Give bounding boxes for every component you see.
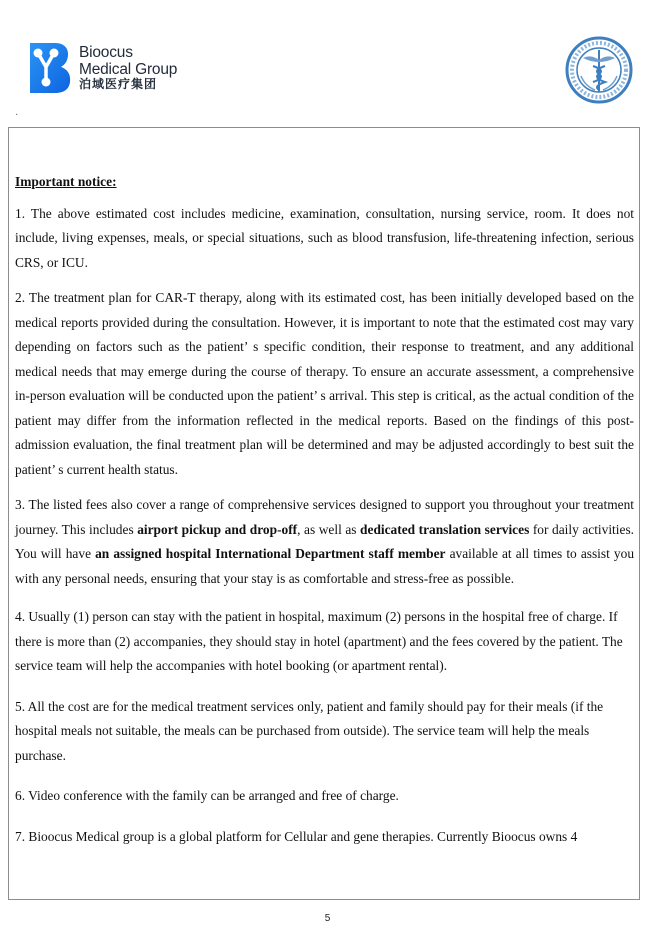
item-3-text-2: , as well as (297, 521, 361, 537)
company-logo (27, 40, 177, 95)
item-3-text-4: available at all times to assist you with any personal needs, ensuring that your stay is as comfortable and stress-free as possible. (15, 546, 635, 586)
notice-item-1: 1. The above estimated cost includes medicine, examination, consultation, nursing service, room. It does not include, living expenses, meals, or special situations, such as blood transfusion, life-threatening infection, serious CRS, or ICU. (15, 205, 634, 270)
notice-item-2: 2. The treatment plan for CAR-T therapy, along with its estimated cost, has been initially developed based on the medical reports provided during the consultation. However, it is important to note that the estimated cost may vary depending on factors such as the patient’ s specific condition, their response to treatment, and any additional medical needs that may emerge during the course of therapy. To ensure an accurate assessment, a comprehensive in-person evaluation will be conducted upon the patient’ s arrival. This step is critical, as the actual condition of the patient may differ from the information reflected in the medical reports. Based on the findings of this post-admission evaluation, the final treatment plan will be determined and may be adjusted accordingly to best suit the patient’ s current health status. (15, 290, 634, 477)
notice-heading: Important notice: (15, 174, 117, 189)
logo-line-1: Bioocus (79, 44, 133, 61)
caduceus-seal-icon (565, 36, 633, 104)
dot-mark: · (15, 110, 19, 121)
notice-item-4: 4. Usually (1) person can stay with the patient in hospital, maximum (2) persons in the hospital free of charge. If there is more than (2) accompanies, they should stay in hotel (apartment) and the fees covered by the patient. The service team will help the accompanies with hotel booking (or apartment rental). (15, 609, 623, 673)
notice-content (15, 170, 634, 860)
logo-line-2: Medical Group (79, 60, 178, 78)
item-3-text-3: for daily activities. You will have (15, 521, 634, 561)
bioocus-b-logo-icon (27, 40, 72, 95)
notice-item-3 (15, 493, 634, 591)
notice-item-6: 6. Video conference with the family can be arranged and free of charge. (15, 788, 399, 803)
page-number: 5 (324, 913, 331, 924)
company-name (79, 45, 177, 90)
item-3-text-1: 3. The listed fees also cover a range of comprehensive services designed to support you throughout your treatment journey. This includes (15, 497, 634, 537)
logo-line-chinese: 泊域医疗集团 (79, 77, 158, 91)
notice-item-5: 5. All the cost are for the medical treatment services only, patient and family should pay for their meals (if the hospital meals not suitable, the meals can be purchased from outside). The service team will help the meals purchase. (15, 698, 604, 763)
item-3-bold-airport: airport pickup and drop-off (137, 521, 298, 537)
notice-item-7: 7. Bioocus Medical group is a global platform for Cellular and gene therapies. Currently Bioocus owns 4 (15, 828, 578, 844)
item-3-bold-staff: an assigned hospital International Department staff member (95, 546, 446, 561)
item-3-bold-translation: dedicated translation services (360, 521, 530, 537)
